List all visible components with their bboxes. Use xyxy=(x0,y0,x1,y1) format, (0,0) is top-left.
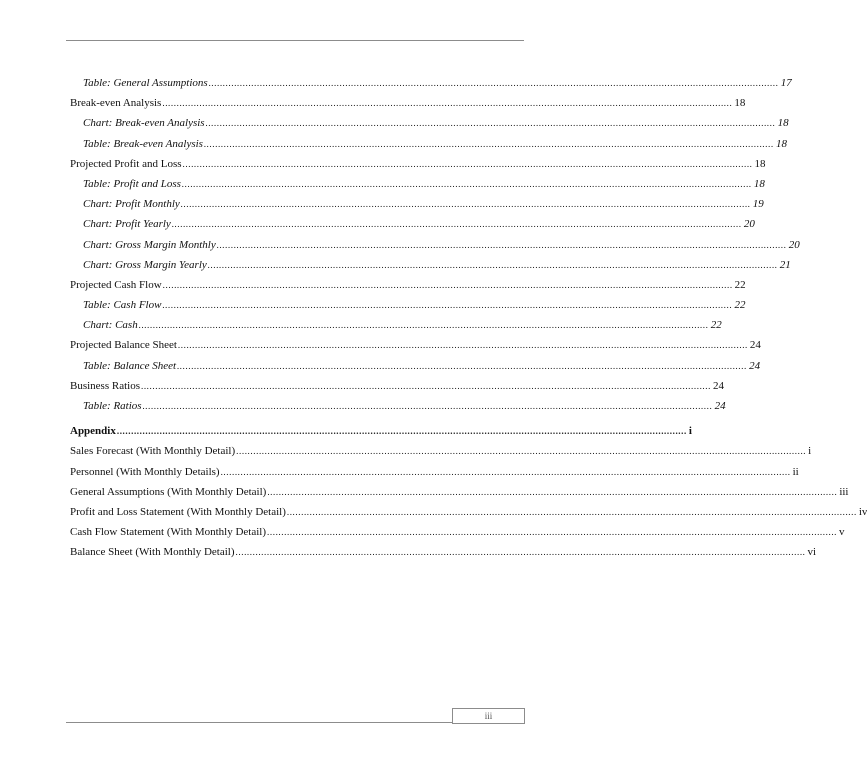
toc-entry-table-ratios[interactable] xyxy=(70,396,726,416)
dot-leader: ........................................................................................................................................................................................................ xyxy=(203,138,774,149)
toc-entry-page: 21 xyxy=(779,258,791,271)
dot-leader: ........................................................................................................................................................................................................ xyxy=(140,380,711,391)
dot-leader: ........................................................................................................................................................................................................ xyxy=(267,486,838,497)
toc-entry-appendix[interactable] xyxy=(70,421,692,441)
toc-entry-page: 18 xyxy=(775,137,787,150)
toc-entry-page: 20 xyxy=(788,238,800,251)
dot-leader: ........................................................................................................................................................................................................ xyxy=(177,360,748,371)
toc-entry-page: ii xyxy=(792,465,799,478)
toc-entry-page: 22 xyxy=(734,278,746,291)
dot-leader: ........................................................................................................................................................................................................ xyxy=(138,320,709,331)
toc-entry-table-cash-flow[interactable] xyxy=(70,295,746,315)
toc-entry-page: iv xyxy=(858,505,867,518)
toc-entry-balance-sheet[interactable] xyxy=(70,542,817,562)
toc-entry-label: Personnel (With Monthly Details) xyxy=(70,465,220,478)
table-of-contents xyxy=(70,73,867,563)
dot-leader: ........................................................................................................................................................................................................ xyxy=(180,199,751,210)
toc-entry-label: Projected Cash Flow xyxy=(70,278,162,291)
toc-entry-table-profit-and-loss[interactable] xyxy=(70,174,765,194)
dot-leader: ........................................................................................................................................................................................................ xyxy=(208,78,779,88)
toc-entry-page: vi xyxy=(807,546,817,559)
toc-entry-chart-gross-margin-monthly[interactable] xyxy=(70,235,800,255)
toc-entry-page: 22 xyxy=(710,319,722,332)
header-rule xyxy=(66,40,524,41)
toc-entry-label: Break-even Analysis xyxy=(70,97,162,110)
dot-leader: ........................................................................................................................................................................................................ xyxy=(142,401,713,411)
dot-leader: ........................................................................................................................................................................................................ xyxy=(177,340,748,351)
toc-entry-page: 20 xyxy=(743,218,755,231)
page-number-box xyxy=(452,708,525,724)
toc-entry-cash-flow-statement[interactable] xyxy=(70,522,845,542)
dot-leader: ........................................................................................................................................................................................................ xyxy=(162,98,733,109)
dot-leader: ........................................................................................................................................................................................................ xyxy=(207,259,778,270)
toc-entry-page: 22 xyxy=(734,299,746,312)
toc-entry-chart-cash[interactable] xyxy=(70,315,722,335)
toc-entry-business-ratios[interactable] xyxy=(70,376,724,396)
toc-entry-page: v xyxy=(839,526,845,539)
toc-entry-personnel[interactable] xyxy=(70,462,799,482)
toc-entry-label: Chart: Profit Yearly xyxy=(83,218,171,231)
toc-entry-label: Projected Balance Sheet xyxy=(70,339,177,352)
toc-entry-chart-break-even-analysis[interactable] xyxy=(70,113,789,133)
toc-entry-table-balance-sheet[interactable] xyxy=(70,356,761,376)
toc-entry-label: Profit and Loss Statement (With Monthly Detail) xyxy=(70,505,286,518)
dot-leader: ........................................................................................................................................................................................................ xyxy=(162,279,733,290)
toc-entry-label: Projected Profit and Loss xyxy=(70,157,182,170)
dot-leader: ........................................................................................................................................................................................................ xyxy=(286,506,857,517)
toc-entry-table-break-even-analysis[interactable] xyxy=(70,134,787,154)
toc-entry-label: Chart: Gross Margin Monthly xyxy=(83,238,216,251)
toc-entry-page: i xyxy=(808,445,812,458)
dot-leader: ........................................................................................................................................................................................................ xyxy=(171,219,742,230)
toc-entry-label: Cash Flow Statement (With Monthly Detail) xyxy=(70,526,267,539)
dot-leader: ........................................................................................................................................................................................................ xyxy=(236,446,807,457)
dot-leader: ........................................................................................................................................................................................................ xyxy=(182,158,753,169)
toc-entry-label: Balance Sheet (With Monthly Detail) xyxy=(70,546,235,559)
toc-entry-general-assumptions[interactable] xyxy=(70,482,849,502)
toc-entry-label: Chart: Cash xyxy=(83,319,138,332)
toc-entry-label: Table: Cash Flow xyxy=(83,299,162,312)
dot-leader: ........................................................................................................................................................................................................ xyxy=(205,118,776,129)
toc-entry-page: i xyxy=(688,425,692,438)
toc-entry-label: Table: Balance Sheet xyxy=(83,359,177,372)
toc-entry-page: 19 xyxy=(752,198,764,211)
toc-entry-page: 18 xyxy=(754,157,766,170)
toc-entry-chart-profit-monthly[interactable] xyxy=(70,194,764,214)
dot-leader: ........................................................................................................................................................................................................ xyxy=(235,547,806,558)
toc-entry-page: 24 xyxy=(749,359,761,372)
toc-entry-label: Chart: Gross Margin Yearly xyxy=(83,258,207,271)
toc-entry-label: Table: Break-even Analysis xyxy=(83,137,203,150)
toc-entry-label: Chart: Profit Monthly xyxy=(83,198,180,211)
toc-entry-label: Table: Profit and Loss xyxy=(83,177,181,190)
toc-entry-label: General Assumptions (With Monthly Detail) xyxy=(70,485,267,498)
footer-rule xyxy=(66,722,452,723)
dot-leader: ........................................................................................................................................................................................................ xyxy=(181,178,752,189)
toc-entry-page: 18 xyxy=(734,97,746,110)
dot-leader: ........................................................................................................................................................................................................ xyxy=(216,239,787,250)
toc-entry-label: Table: General Assumptions xyxy=(83,77,208,89)
toc-entry-page: 24 xyxy=(749,339,761,352)
toc-entry-label: Table: Ratios xyxy=(83,400,142,412)
toc-entry-profit-and-loss-statement[interactable] xyxy=(70,502,867,522)
dot-leader: ........................................................................................................................................................................................................ xyxy=(116,426,687,437)
toc-entry-page: 17 xyxy=(780,77,792,89)
dot-leader: ........................................................................................................................................................................................................ xyxy=(220,466,791,477)
toc-entry-projected-profit-and-loss[interactable] xyxy=(70,154,766,174)
toc-entry-page: 24 xyxy=(712,379,724,392)
toc-entry-break-even-analysis[interactable] xyxy=(70,93,746,113)
toc-entry-chart-profit-yearly[interactable] xyxy=(70,214,755,234)
toc-entry-chart-gross-margin-yearly[interactable] xyxy=(70,255,791,275)
dot-leader: ........................................................................................................................................................................................................ xyxy=(267,527,838,538)
toc-entry-page: 18 xyxy=(753,177,765,190)
toc-entry-label: Business Ratios xyxy=(70,379,140,392)
toc-entry-projected-cash-flow[interactable] xyxy=(70,275,746,295)
toc-entry-page: 18 xyxy=(777,117,789,130)
toc-entry-page: 24 xyxy=(714,400,726,412)
toc-entry-projected-balance-sheet[interactable] xyxy=(70,335,761,355)
toc-entry-table-general-assumptions[interactable] xyxy=(70,73,792,93)
toc-entry-label: Chart: Break-even Analysis xyxy=(83,117,205,130)
page-number: iii xyxy=(484,711,493,721)
toc-entry-label: Appendix xyxy=(70,425,116,438)
toc-entry-page: iii xyxy=(839,485,849,498)
toc-entry-sales-forecast[interactable] xyxy=(70,441,812,461)
toc-entry-label: Sales Forecast (With Monthly Detail) xyxy=(70,445,236,458)
dot-leader: ........................................................................................................................................................................................................ xyxy=(162,300,733,311)
